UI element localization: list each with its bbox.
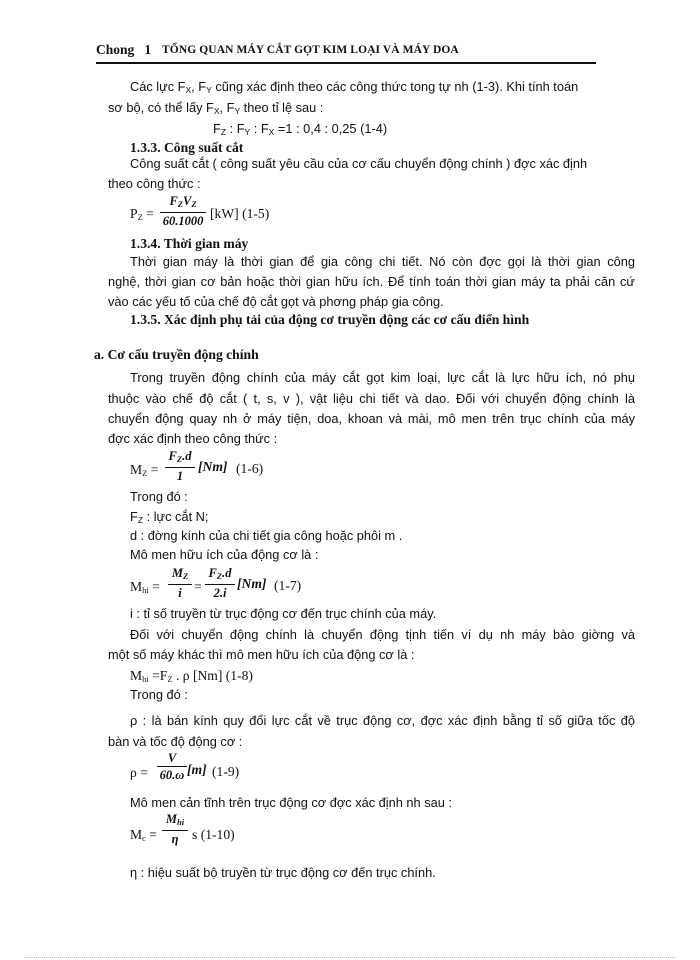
sec134-line3: vào các yếu tố của chế độ cắt gọt và phơng pháp gia công. [108,294,444,309]
formula-1-7-fraction-1: $M_Z$ i [168,566,192,600]
formula-1-10-tail: s (1-10) [192,827,235,842]
rho-definition-line1: ρ : là bán kính quy đổi lực cắt về trục động cơ, đợc xác định bằng tỉ số giữa tốc độ [130,713,635,728]
formula-1-8: $M_{hi} =F_Z$ . ρ [Nm] (1-8) [130,668,253,684]
header-rule [96,62,596,64]
heading-a: a. Cơ cấu truyền động chính [94,347,259,362]
formula-1-4: $F_Z$ : $F_Y$ : $F_X =1$ : 0,4 : 0,25 (1-4) [213,121,388,137]
formula-1-10-lhs: $M_c$ = [130,827,157,843]
heading-1-3-5: 1.3.5. Xác định phụ tải của động cơ truyền động các cơ cấu điển hình [130,312,530,327]
formula-1-6-fraction: $F_Z.d$ 1 [165,449,195,483]
formula-1-7-fraction-2: $F_Z.d$ 2.i [205,566,235,600]
i-definition: i : tỉ số truyền từ trục động cơ đến trục chính của máy. [130,606,437,621]
formula-1-6-tag: (1-6) [236,461,264,476]
sec133-line1: Công suất cắt ( công suất yêu cầu của cơ cấu chuyển động chính ) đợc xác định [130,156,588,171]
formula-1-10-fraction: $M_{hi}$ η [162,812,188,846]
where-label-2: Trong đó : [130,687,188,702]
formula-1-5-lhs: $P_Z$ = [130,206,154,222]
mhi-intro: Mô men hữu ích của động cơ là : [130,547,319,562]
translation-line2: một số máy khác thì mô men hữu ích của động cơ là : [108,647,415,662]
translation-line1: Đối với chuyển động chính là chuyển động tịnh tiến ví dụ nh máy bào giờng và [130,627,635,642]
secA-line1: Trong truyền động chính của máy cắt gọt kim loại, lực cắt là lực hữu ích, nó phụ [130,370,635,385]
sec133-line2: theo công thức : [108,176,201,191]
d-definition: d : đờng kính của chi tiết gia công hoặc phôi m . [130,528,403,543]
eta-definition: η : hiệu suất bộ truyền từ trục động cơ đến trục chính. [130,865,436,880]
rho-definition-line2: bàn và tốc độ động cơ : [108,734,243,749]
mc-intro: Mô men cản tĩnh trên trục động cơ đợc xác định nh sau : [130,795,452,810]
formula-1-9-fraction: V 60.ω [157,751,187,782]
chapter-title: TỔNG QUAN MÁY CẮT GỌT KIM LOẠI VÀ MÁY DOA [162,44,459,56]
sec134-line2: nghệ, thời gian cơ bản hoặc thời gian hữu ích. Để tính toán thời gian máy ta phải căn cứ [108,274,635,289]
heading-1-3-3: 1.3.3. Công suất cắt [130,140,244,155]
formula-1-6-lhs: $M_Z$ = [130,462,159,478]
secA-line2: thuộc vào chế độ cắt ( t, s, v ), vật liệu chi tiết và dao. Đối với chuyển động chính là [108,391,635,406]
fz-definition: $F_Z$ : lực cắt N; [130,509,209,525]
formula-1-9-lhs: ρ = [130,765,148,780]
formula-1-7-eq2: = [194,579,202,594]
formula-1-5-rhs: [kW] (1-5) [210,206,270,221]
heading-1-3-4: 1.3.4. Thời gian máy [130,236,249,251]
formula-1-7-lhs: $M_{hi}$ = [130,579,160,595]
formula-1-7-tag: (1-7) [274,578,302,593]
para-forces-line1: Các lực $F_X$, $F_Y$ cũng xác định theo các công thức tong tự nh (1-3). Khi tính toán [130,79,579,95]
sec134-line1: Thời gian máy là thời gian để gia công chi tiết. Nó còn đợc gọi là thời gian công [130,254,635,269]
formula-1-6-unit: [Nm] [198,459,228,474]
formula-1-9-tag: (1-9) [212,764,240,779]
secA-line3: chuyển động quay nh ở máy tiện, doa, khoan và mài, mô men trên trục chính của máy [108,411,635,426]
formula-1-9-unit: [m] [187,762,207,777]
page-header [96,42,596,62]
chapter-label: Chong 1 [96,42,152,57]
para-forces-line2: sơ bộ, có thể lấy $F_X$, $F_Y$ theo tỉ lệ sau : [108,100,324,116]
formula-1-5-fraction: $F_ZV_Z$ 60.1000 [160,194,206,228]
formula-1-7-unit: [Nm] [237,576,267,591]
where-label-1: Trong đó : [130,489,188,504]
page-bottom-border [25,957,675,958]
secA-line4: đợc xác định theo công thức : [108,431,278,446]
